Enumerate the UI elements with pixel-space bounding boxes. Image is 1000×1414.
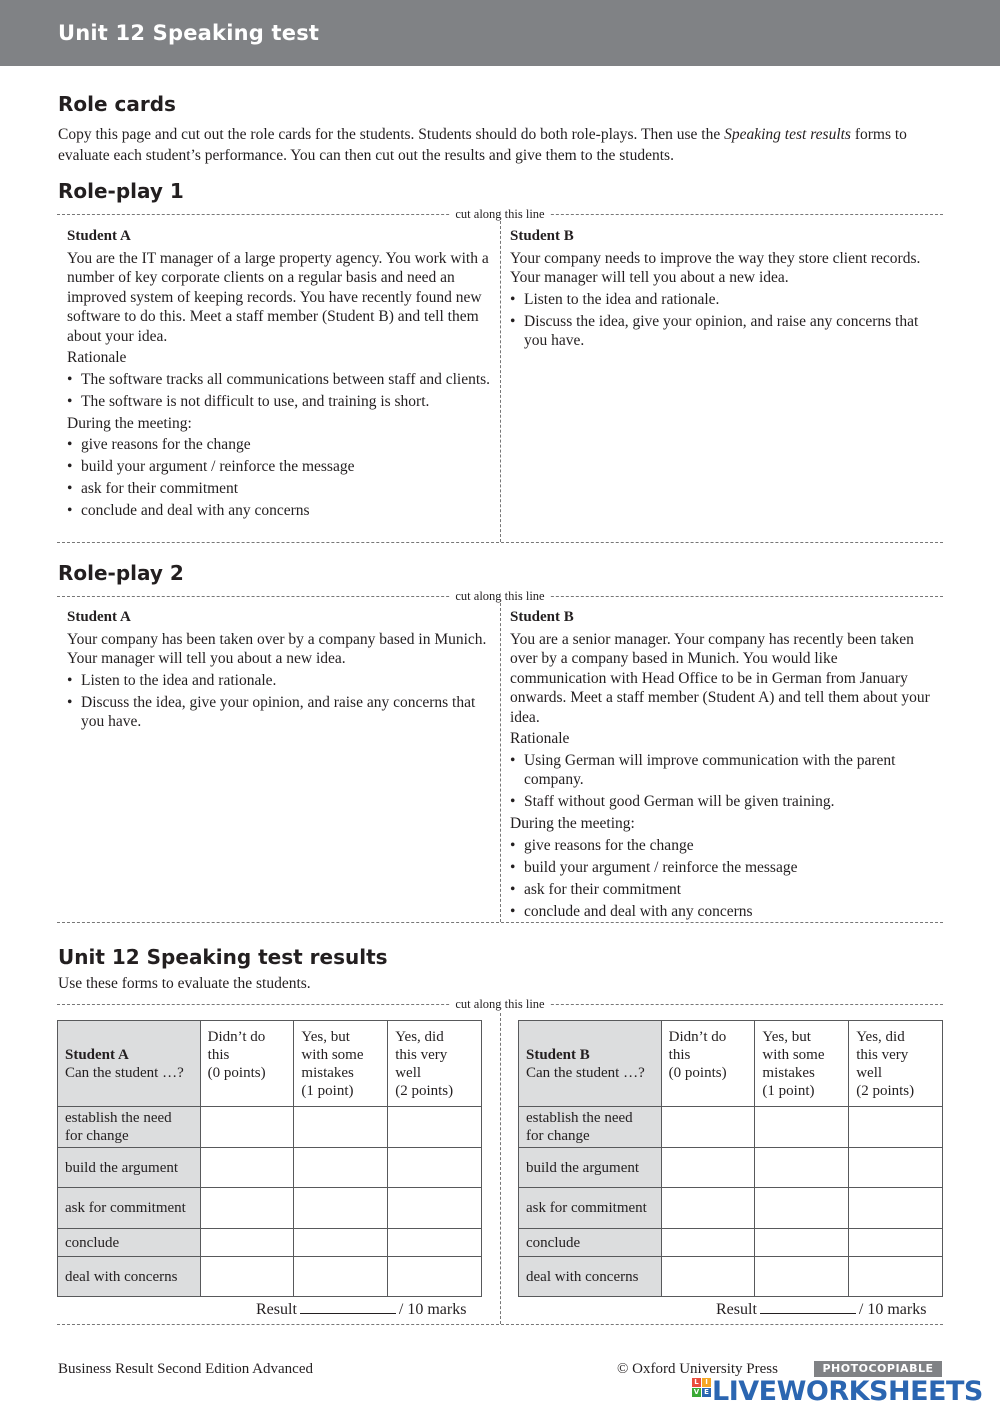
table-question: Can the student …? — [65, 1064, 184, 1081]
row-label: ask for commitment — [519, 1188, 662, 1229]
list-item: • ask for their commitment — [67, 479, 493, 499]
table-student-label: Student B — [526, 1046, 590, 1063]
mark-cell[interactable] — [388, 1148, 482, 1188]
role-cards-heading: Role cards — [58, 92, 176, 116]
row-label: conclude — [519, 1229, 662, 1257]
mark-cell[interactable] — [849, 1257, 943, 1297]
row-label: deal with concerns — [519, 1257, 662, 1297]
rationale-label: Rationale — [67, 349, 127, 366]
results-table-student-a — [57, 1020, 482, 1297]
list-item: • build your argument / reinforce the message — [510, 858, 935, 878]
watermark-text: LIVEWORKSHEETS — [712, 1376, 983, 1407]
column-header-2: Yes, did this very well (2 points) — [388, 1021, 482, 1107]
intro-text-italic: Speaking test results — [724, 126, 851, 143]
mark-cell[interactable] — [200, 1107, 294, 1148]
result-label: Result — [716, 1301, 757, 1318]
mark-cell[interactable] — [200, 1229, 294, 1257]
mark-cell[interactable] — [849, 1229, 943, 1257]
list-item: • ask for their commitment — [510, 880, 935, 900]
row-label: conclude — [58, 1229, 201, 1257]
logo-tile-icon: L — [692, 1378, 701, 1387]
mark-cell[interactable] — [294, 1257, 388, 1297]
column-header-2: Yes, did this very well (2 points) — [849, 1021, 943, 1107]
mark-cell[interactable] — [388, 1188, 482, 1229]
meeting-list — [510, 836, 935, 922]
mark-cell[interactable] — [755, 1188, 849, 1229]
mark-cell[interactable] — [661, 1148, 755, 1188]
mark-cell[interactable] — [755, 1107, 849, 1148]
result-label: Result — [256, 1301, 297, 1318]
student-a-brief: Your company has been taken over by a company based in Munich. Your manager will tell you about a new idea. — [67, 630, 487, 667]
mark-cell[interactable] — [755, 1257, 849, 1297]
mark-cell[interactable] — [849, 1107, 943, 1148]
roleplay2-heading: Role-play 2 — [58, 561, 184, 585]
cut-line-2 — [57, 542, 943, 543]
cut-line-5 — [57, 997, 943, 1011]
liveworksheets-watermark — [690, 1376, 990, 1408]
row-label: deal with concerns — [58, 1257, 201, 1297]
header-cell — [58, 1021, 201, 1107]
mark-cell[interactable] — [755, 1148, 849, 1188]
meeting-label: During the meeting: — [510, 815, 635, 832]
table-student-label: Student A — [65, 1046, 129, 1063]
student-a-title: Student A — [67, 228, 131, 244]
mark-cell[interactable] — [661, 1188, 755, 1229]
footer-publisher: © Oxford University Press — [617, 1361, 778, 1377]
role-cards-intro — [58, 124, 948, 166]
rationale-label: Rationale — [510, 730, 570, 747]
list-item: • Staff without good German will be given training. — [510, 792, 935, 812]
list-item: • The software is not difficult to use, and training is short. — [67, 392, 493, 412]
intro-text-2: forms to evaluate each student’s performance. You can then cut out the results and give them to the students. — [58, 126, 907, 164]
footer-book-title: Business Result Second Edition Advanced — [58, 1361, 313, 1377]
student-b-brief: Your company needs to improve the way they store client records. Your manager will tell you about a new idea. — [510, 249, 921, 286]
mark-cell[interactable] — [294, 1148, 388, 1188]
meeting-label: During the meeting: — [67, 414, 192, 432]
row-label: build the argument — [519, 1148, 662, 1188]
results-table-student-b — [518, 1020, 943, 1297]
cut-line-3 — [57, 589, 943, 603]
logo-tile-icon: E — [702, 1388, 711, 1397]
column-header-1: Yes, but with some mistakes (1 point) — [294, 1021, 388, 1107]
cut-line-label: cut along this line — [450, 207, 549, 221]
result-line-student-b — [716, 1301, 926, 1319]
cut-line-label: cut along this line — [450, 997, 549, 1011]
result-blank[interactable] — [300, 1302, 396, 1314]
row-label: establish the need for change — [519, 1107, 662, 1148]
mark-cell[interactable] — [388, 1229, 482, 1257]
row-label: ask for commitment — [58, 1188, 201, 1229]
mark-cell[interactable] — [661, 1107, 755, 1148]
list-item: • Listen to the idea and rationale. — [67, 671, 493, 691]
mark-cell[interactable] — [200, 1188, 294, 1229]
list-item: • build your argument / reinforce the message — [67, 457, 493, 477]
student-a-brief: You are the IT manager of a large property agency. You work with a number of key corporate clients on a regular basis and need an improved system of keeping records. You have recently found new software to do this. Meet a staff member (Student B) and tell them about your idea. — [67, 249, 489, 345]
list-item: • Discuss the idea, give your opinion, and raise any concerns that you have. — [510, 312, 935, 351]
photocopiable-badge: PHOTOCOPIABLE — [814, 1361, 942, 1377]
mark-cell[interactable] — [294, 1107, 388, 1148]
mark-cell[interactable] — [200, 1257, 294, 1297]
list-item: • Discuss the idea, give your opinion, and raise any concerns that you have. — [67, 693, 493, 732]
roleplay2-student-a-card — [67, 608, 493, 734]
row-label: establish the need for change — [58, 1107, 201, 1148]
roleplay1-student-b-card — [510, 227, 935, 353]
meeting-list — [67, 435, 493, 521]
marks-label: / 10 marks — [398, 1301, 467, 1318]
results-heading: Unit 12 Speaking test results — [58, 945, 388, 969]
row-label: build the argument — [58, 1148, 201, 1188]
student-b-title: Student B — [510, 228, 574, 244]
list-item: • give reasons for the change — [67, 435, 493, 455]
mark-cell[interactable] — [200, 1148, 294, 1188]
header-cell — [519, 1021, 662, 1107]
logo-tile-icon: V — [693, 1388, 700, 1396]
result-line-student-a — [256, 1301, 466, 1319]
mark-cell[interactable] — [755, 1229, 849, 1257]
student-b-title: Student B — [510, 609, 574, 625]
cut-line-vertical-3 — [500, 1013, 501, 1324]
list-item: • give reasons for the change — [510, 836, 935, 856]
mark-cell[interactable] — [294, 1229, 388, 1257]
marks-label: / 10 marks — [858, 1301, 927, 1318]
column-header-1: Yes, but with some mistakes (1 point) — [755, 1021, 849, 1107]
mark-cell[interactable] — [294, 1188, 388, 1229]
mark-cell[interactable] — [388, 1257, 482, 1297]
cut-line-4 — [57, 922, 943, 923]
list-item: • The software tracks all communications between staff and clients. — [67, 370, 493, 390]
column-header-0: Didn’t do this (0 points) — [200, 1021, 294, 1107]
list-item: • conclude and deal with any concerns — [510, 902, 935, 922]
roleplay1-student-a-card — [67, 227, 493, 523]
roleplay1-heading: Role-play 1 — [58, 179, 184, 203]
page-header-banner — [0, 0, 1000, 66]
mark-cell[interactable] — [849, 1148, 943, 1188]
mark-cell[interactable] — [849, 1188, 943, 1229]
student-b-list — [510, 290, 935, 351]
list-item: • Using German will improve communication with the parent company. — [510, 751, 935, 790]
results-intro: Use these forms to evaluate the students. — [58, 975, 311, 992]
cut-line-1 — [57, 207, 943, 221]
rationale-list — [510, 751, 935, 812]
cut-line-vertical-1 — [500, 221, 501, 542]
mark-cell[interactable] — [661, 1257, 755, 1297]
table-question: Can the student …? — [526, 1064, 645, 1081]
cut-line-label: cut along this line — [450, 589, 549, 603]
column-header-0: Didn’t do this (0 points) — [661, 1021, 755, 1107]
student-b-brief: You are a senior manager. Your company has recently been taken over by a company based in Munich. You would like communication with Head Office to be in German from January onwards. Meet a staff member (Student A) and tell them about your idea. — [510, 630, 930, 726]
result-blank[interactable] — [760, 1302, 856, 1314]
rationale-list — [67, 370, 493, 412]
mark-cell[interactable] — [388, 1107, 482, 1148]
intro-text-1: Copy this page and cut out the role cards for the students. Students should do both role-plays. Then use the — [58, 126, 725, 143]
mark-cell[interactable] — [661, 1229, 755, 1257]
cut-line-vertical-2 — [500, 603, 501, 922]
student-a-list — [67, 671, 493, 732]
page-title: Unit 12 Speaking test — [58, 21, 320, 45]
student-a-title: Student A — [67, 609, 131, 625]
list-item: • conclude and deal with any concerns — [67, 501, 493, 521]
list-item: • Listen to the idea and rationale. — [510, 290, 935, 310]
logo-tile-icon: I — [702, 1378, 711, 1387]
cut-line-6 — [57, 1324, 943, 1325]
roleplay2-student-b-card — [510, 608, 935, 924]
